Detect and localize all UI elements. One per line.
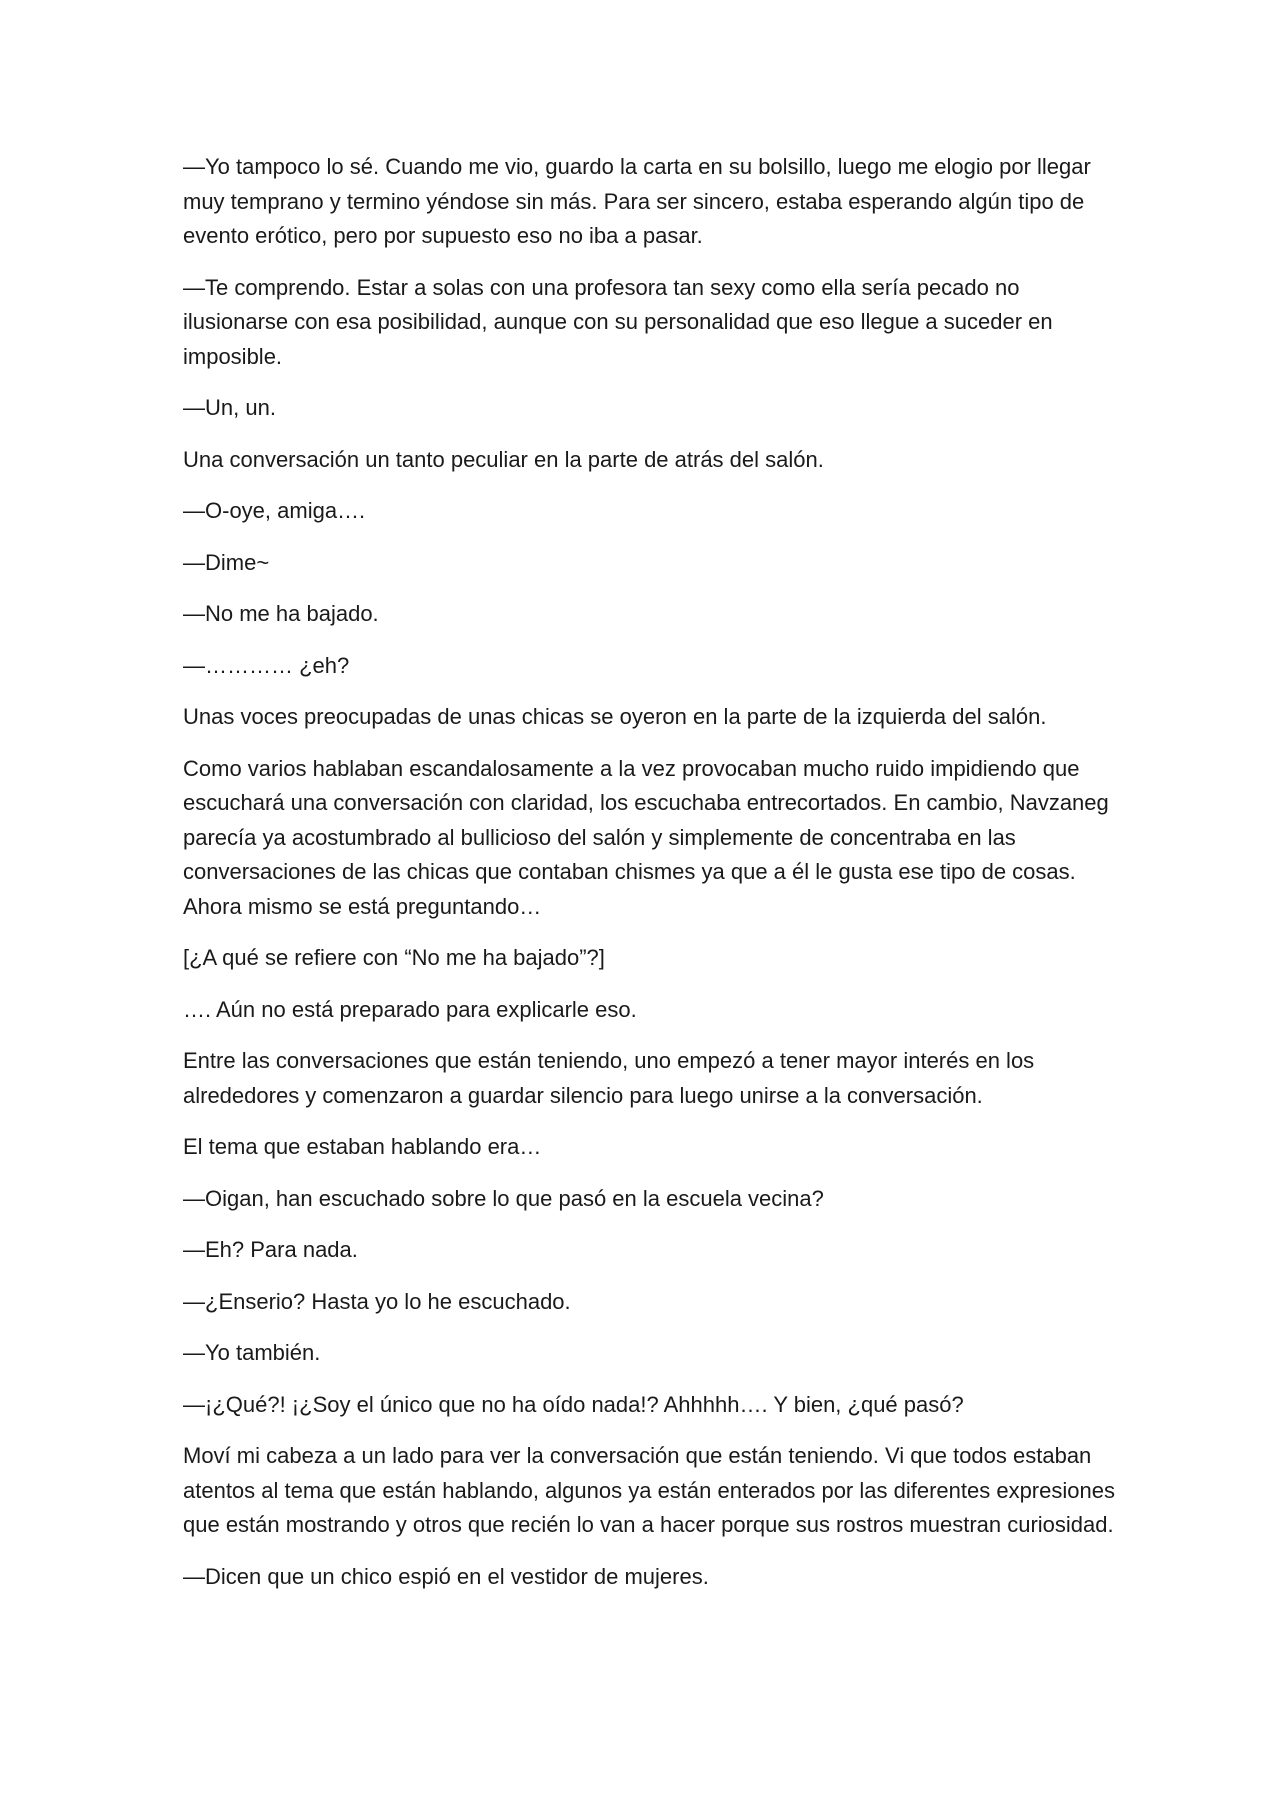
paragraph-16: —Eh? Para nada. [183,1237,358,1262]
paragraph-8: —………… ¿eh? [183,652,350,678]
paragraph-13: Entre las conversaciones que están teniendo, uno empezó a tener mayor interés en los alrededores y comenzaron a guardar silencio para luego unirse a la conversación. [183,1048,1035,1108]
paragraph-12: …. Aún no está preparado para explicarle eso. [183,996,637,1022]
paragraph-2: —Te comprendo. Estar a solas con una profesora tan sexy como ella sería pecado no ilusionarse con esa posibilidad, aunque con su personalidad que eso llegue a suceder en imposible. [183,274,1053,369]
paragraph-17: —¿Enserio? Hasta yo lo he escuchado. [183,1288,571,1314]
paragraph-4: Una conversación un tanto peculiar en la parte de atrás del salón. [183,446,824,472]
paragraph-20: Moví mi cabeza a un lado para ver la conversación que están teniendo. Vi que todos estaban atentos al tema que están hablando, algunos ya están enterados por las diferentes expresiones que están mostrando y otros que recién lo van a hacer porque sus rostros muestran curiosidad. [183,1443,1115,1537]
paragraph-1: —Yo tampoco lo sé. Cuando me vio, guardo la carta en su bolsillo, luego me elogio por llegar muy temprano y termino yéndose sin más. Para ser sincero, estaba esperando algún tipo de evento erótico, pero por supuesto eso no iba a pasar. [183,154,1091,248]
paragraph-15: —Oigan, han escuchado sobre lo que pasó en la escuela vecina? [183,1185,824,1211]
paragraph-10: Como varios hablaban escandalosamente a la vez provocaban mucho ruido impidiendo que escuchará una conversación con claridad, los escuchaba entrecortados. En cambio, Navzaneg parecía ya acostumbrado al bullicioso del salón y simplemente de concentraba en las conversaciones de las chicas que contaban chismes ya que a él le gusta ese tipo de cosas. Ahora mismo se está preguntando… [183,755,1109,919]
paragraph-3: —Un, un. [183,395,276,420]
paragraph-19: —¡¿Qué?! ¡¿Soy el único que no ha oído nada!? Ahhhhh…. Y bien, ¿qué pasó? [183,1391,964,1417]
paragraph-5: —O-oye, amiga…. [183,498,366,523]
paragraph-9: Unas voces preocupadas de unas chicas se oyeron en la parte de la izquierda del salón. [183,704,1047,729]
paragraph-21: —Dicen que un chico espió en el vestidor de mujeres. [183,1563,709,1589]
paragraph-6: —Dime~ [183,549,270,575]
paragraph-14: El tema que estaban hablando era… [183,1134,542,1159]
document-body [183,150,1118,1611]
paragraph-18: —Yo también. [183,1340,321,1365]
paragraph-11: [¿A qué se refiere con “No me ha bajado”?] [183,945,605,970]
paragraph-7: —No me ha bajado. [183,601,379,626]
